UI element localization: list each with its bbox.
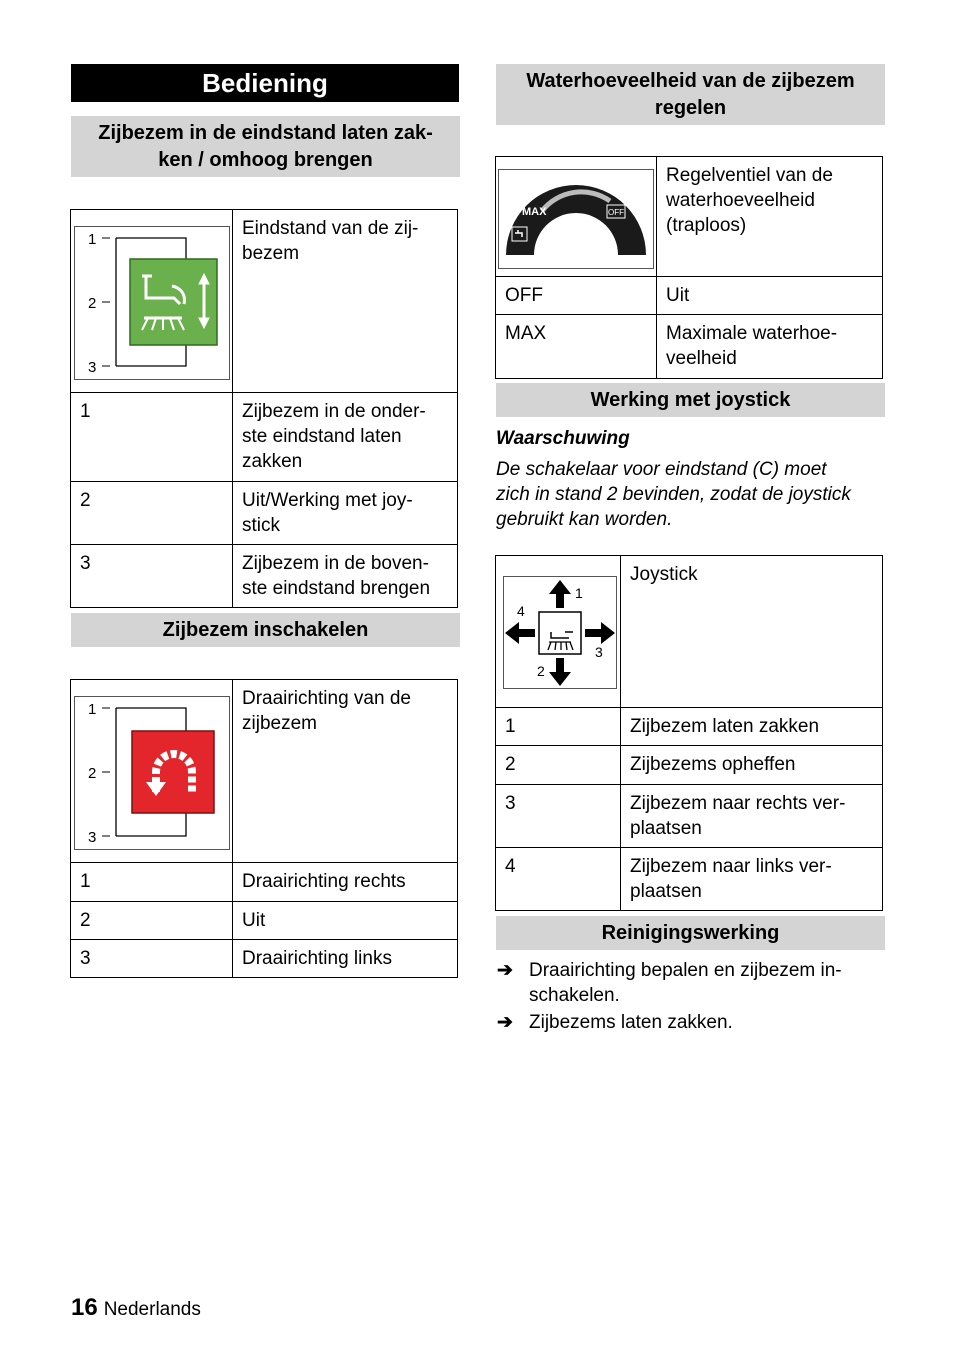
draairichting-label-cell — [233, 680, 458, 863]
scale-label-1: 1 — [88, 231, 97, 248]
cell-line: plaatsen — [630, 881, 702, 902]
arrow-label-2: 2 — [537, 663, 545, 679]
cell-line: zakken — [242, 451, 303, 472]
heading-line: Waterhoeveelheid van de zijbezem — [526, 69, 855, 92]
row-value: Uit — [233, 902, 458, 940]
page-heading-text: Bediening — [202, 67, 328, 98]
cell-line: Eindstand van de zij- — [242, 218, 419, 239]
warning-text — [496, 457, 896, 532]
cell-line: Draairichting van de — [242, 688, 411, 709]
list-item — [497, 1010, 887, 1035]
cell-line: zijbezem — [242, 713, 317, 734]
row-key: 2 — [71, 902, 233, 940]
heading-text: Zijbezem inschakelen — [162, 618, 369, 641]
arrow-label-4: 4 — [517, 603, 525, 619]
page-heading-bediening — [71, 64, 459, 102]
scale-label-2: 2 — [88, 295, 97, 312]
table-row — [71, 940, 458, 978]
table-row — [71, 393, 458, 482]
cell-line: waterhoeveelheid — [666, 190, 815, 211]
row-key: 1 — [496, 708, 621, 746]
section-heading-reinigingswerking — [496, 916, 885, 950]
cell-line: Zijbezem in de onder- — [242, 401, 426, 422]
row-key: 1 — [71, 863, 233, 902]
table-row — [71, 545, 458, 608]
arrow-label-3: 3 — [595, 644, 603, 660]
heading-text: Reinigingswerking — [601, 921, 780, 944]
page-number: 16 — [71, 1294, 98, 1321]
eindstand-label-cell — [233, 210, 458, 393]
heading-line: ken / omhoog brengen — [158, 148, 373, 171]
row-key: 2 — [496, 746, 621, 785]
cell-line: plaatsen — [630, 818, 702, 839]
cell-line: Zijbezem in de boven- — [242, 553, 429, 574]
dial-off-label: OFF — [608, 208, 624, 217]
arrow-right-icon: ➔ — [497, 960, 513, 981]
table-row — [496, 746, 883, 785]
section-heading-joystick — [496, 383, 885, 417]
instruction-list — [497, 958, 887, 1035]
heading-text: Werking met joystick — [590, 388, 791, 411]
warning-title: Waarschuwing — [496, 428, 630, 449]
draairichting-icon-cell — [71, 680, 233, 863]
cell-line: Zijbezem laten zakken — [630, 716, 820, 737]
bullet-line: Draairichting bepalen en zijbezem in- — [529, 960, 842, 981]
draairichting-switch-figure — [74, 696, 230, 850]
row-key: 3 — [71, 545, 233, 608]
cell-line: stick — [242, 515, 280, 536]
row-key: MAX — [496, 315, 657, 379]
scale-label-1: 1 — [88, 701, 97, 718]
draairichting-table — [70, 679, 458, 978]
scale-label-3: 3 — [88, 359, 97, 376]
arrow-label-1: 1 — [575, 585, 583, 601]
cell-line: ste eindstand brengen — [242, 578, 431, 599]
heading-line: regelen — [654, 96, 727, 119]
row-key: OFF — [496, 277, 657, 315]
heading-line: Zijbezem in de eindstand laten zak- — [98, 121, 433, 144]
joystick-body — [539, 612, 581, 654]
joystick-table — [495, 555, 883, 911]
table-row — [71, 863, 458, 902]
row-key: 1 — [71, 393, 233, 482]
cell-line: bezem — [242, 243, 300, 264]
cell-line: Uit — [666, 285, 690, 306]
joystick-label-cell: Joystick — [621, 556, 883, 708]
section-heading-eindstand — [71, 116, 460, 177]
eindstand-table — [70, 209, 458, 608]
warning-line: zich in stand 2 bevinden, zodat de joystick — [496, 484, 851, 505]
table-row — [71, 902, 458, 940]
table-row — [496, 708, 883, 746]
row-key: 4 — [496, 848, 621, 911]
row-key: 2 — [71, 482, 233, 545]
cell-line: Maximale waterhoe- — [666, 323, 838, 344]
row-key: 3 — [71, 940, 233, 978]
scale-label-2: 2 — [88, 765, 97, 782]
table-row — [496, 277, 883, 315]
red-panel — [132, 731, 214, 813]
page-footer — [71, 1294, 201, 1322]
dial-label-cell — [657, 157, 883, 277]
row-key: 3 — [496, 785, 621, 848]
scale-label-3: 3 — [88, 829, 97, 846]
section-heading-inschakelen — [71, 613, 460, 647]
arrow-right-icon: ➔ — [497, 1012, 513, 1033]
cell-line: (traploos) — [666, 215, 747, 236]
dial-icon-cell — [496, 157, 657, 277]
table-row — [496, 315, 883, 379]
water-dial-figure — [498, 169, 654, 269]
joystick-icon-cell — [496, 556, 621, 708]
cell-line: Regelventiel van de — [666, 165, 833, 186]
row-value: Draairichting rechts — [233, 863, 458, 902]
table-row — [496, 785, 883, 848]
dial-max-label: MAX — [522, 206, 547, 218]
table-row — [496, 848, 883, 911]
cell-line: veelheid — [666, 348, 737, 369]
warning-line: gebruikt kan worden. — [496, 509, 673, 530]
joystick-figure — [503, 576, 618, 690]
cell-line: Zijbezem naar links ver- — [630, 856, 832, 877]
table-row — [71, 482, 458, 545]
warning-line: De schakelaar voor eindstand (C) moet — [496, 459, 827, 480]
eindstand-icon-cell — [71, 210, 233, 393]
list-item — [497, 958, 887, 1008]
section-heading-waterhoeveelheid — [496, 64, 885, 125]
cell-line: ste eindstand laten — [242, 426, 402, 447]
cell-line: Uit/Werking met joy- — [242, 490, 413, 511]
bullet-line: schakelen. — [529, 985, 620, 1006]
bullet-line: Zijbezems laten zakken. — [529, 1012, 733, 1033]
cell-line: Zijbezems opheffen — [630, 754, 796, 775]
cell-line: Zijbezem naar rechts ver- — [630, 793, 846, 814]
footer-language: Nederlands — [103, 1299, 201, 1320]
eindstand-switch-figure — [74, 226, 230, 380]
waterhoeveelheid-table — [495, 156, 883, 379]
row-value: Draairichting links — [233, 940, 458, 978]
